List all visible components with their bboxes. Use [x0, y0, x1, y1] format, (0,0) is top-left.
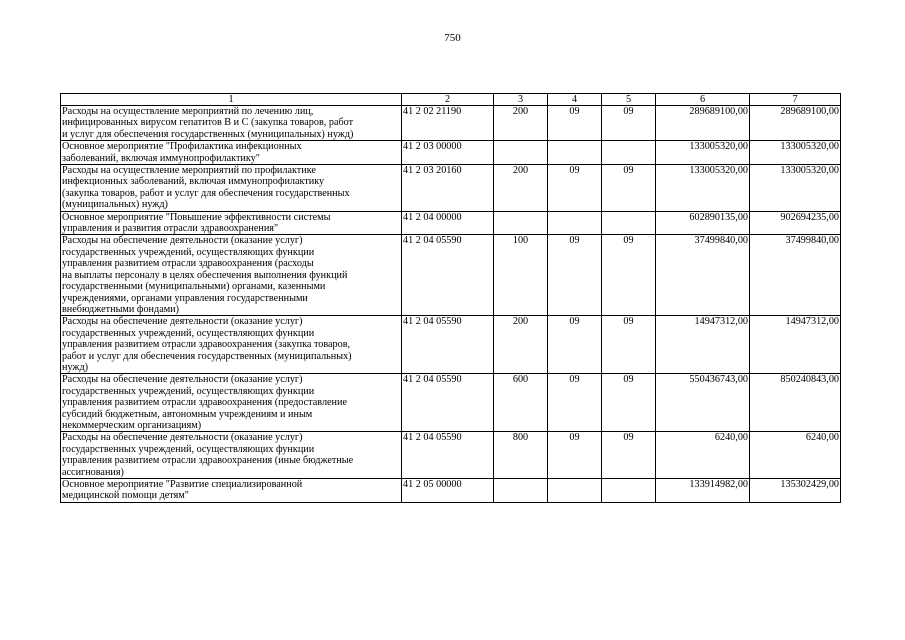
description-line: Основное мероприятие "Повышение эффективности системы	[62, 211, 331, 223]
page-number: 750	[444, 32, 461, 44]
section-code: 09	[548, 106, 602, 141]
description-line: ассигнования)	[62, 466, 124, 478]
column-header: 2	[402, 94, 494, 106]
expense-type-code	[494, 479, 548, 503]
row-description	[61, 141, 402, 165]
table-row	[61, 165, 841, 212]
column-header: 4	[548, 94, 602, 106]
subsection-code: 09	[602, 374, 656, 432]
table-row	[61, 479, 841, 503]
target-article-code: 41 2 04 05590	[402, 316, 494, 374]
description-line: Основное мероприятие "Профилактика инфекционных	[62, 141, 302, 153]
row-description	[61, 106, 402, 141]
target-article-code: 41 2 04 00000	[402, 211, 494, 235]
description-line: Основное мероприятие "Развитие специализированной	[62, 479, 303, 490]
amount-column-7: 37499840,00	[750, 235, 841, 316]
expense-type-code: 200	[494, 165, 548, 212]
row-description	[61, 374, 402, 432]
expense-type-code: 200	[494, 316, 548, 374]
description-line: Расходы на обеспечение деятельности (оказание услуг)	[62, 235, 303, 247]
description-line: государственных учреждений, осуществляющих функции	[62, 443, 315, 455]
description-line: управления развитием отрасли здравоохранения (расходы	[62, 258, 314, 270]
description-line: внебюджетными фондами)	[62, 303, 180, 315]
description-line: Расходы на обеспечение деятельности (оказание услуг)	[62, 374, 303, 386]
table-row	[61, 141, 841, 165]
amount-column-6: 14947312,00	[656, 316, 750, 374]
column-header: 3	[494, 94, 548, 106]
table-row	[61, 106, 841, 141]
subsection-code: 09	[602, 235, 656, 316]
section-code: 09	[548, 165, 602, 212]
description-line: на выплаты персоналу в целях обеспечения выполнения функций	[62, 269, 348, 281]
description-line: управления развитием отрасли здравоохранения (закупка товаров,	[62, 339, 351, 351]
description-line: и услуг для обеспечения государственных (муниципальных) нужд)	[62, 128, 354, 140]
row-description	[61, 316, 402, 374]
description-line: (закупка товаров, работ и услуг для обеспечения государственных	[62, 187, 350, 199]
amount-column-7: 6240,00	[750, 432, 841, 479]
expense-type-code: 200	[494, 106, 548, 141]
description-line: инфицированных вирусом гепатитов В и С (закупка товаров, работ	[62, 117, 354, 129]
table-body	[61, 106, 841, 503]
target-article-code: 41 2 04 05590	[402, 374, 494, 432]
column-header: 7	[750, 94, 841, 106]
description-line: заболеваний, включая иммунопрофилактику"	[62, 152, 260, 164]
description-line: Расходы на обеспечение деятельности (оказание услуг)	[62, 432, 303, 444]
section-code	[548, 479, 602, 503]
description-line: некоммерческим организациям)	[62, 419, 202, 431]
subsection-code	[602, 141, 656, 165]
row-description	[61, 235, 402, 316]
description-line: работ и услуг для обеспечения государственных (муниципальных)	[62, 350, 352, 362]
section-code: 09	[548, 316, 602, 374]
amount-column-7: 133005320,00	[750, 141, 841, 165]
description-line: государственными (муниципальными) органами, казенными	[62, 281, 326, 293]
amount-column-6: 133005320,00	[656, 165, 750, 212]
target-article-code: 41 2 03 00000	[402, 141, 494, 165]
description-line: учреждениями, органами управления государственными	[62, 292, 308, 304]
section-code	[548, 141, 602, 165]
amount-column-7: 902694235,00	[750, 211, 841, 235]
description-line: государственных учреждений, осуществляющих функции	[62, 385, 315, 397]
column-header: 1	[61, 94, 402, 106]
amount-column-6: 550436743,00	[656, 374, 750, 432]
section-code	[548, 211, 602, 235]
amount-column-6: 602890135,00	[656, 211, 750, 235]
subsection-code: 09	[602, 432, 656, 479]
amount-column-7: 133005320,00	[750, 165, 841, 212]
target-article-code: 41 2 04 05590	[402, 432, 494, 479]
expense-type-code	[494, 211, 548, 235]
description-line: государственных учреждений, осуществляющих функции	[62, 246, 315, 258]
amount-column-7: 289689100,00	[750, 106, 841, 141]
description-line: государственных учреждений, осуществляющих функции	[62, 327, 315, 339]
expense-type-code	[494, 141, 548, 165]
target-article-code: 41 2 04 05590	[402, 235, 494, 316]
description-line: Расходы на осуществление мероприятий по профилактике	[62, 165, 316, 177]
subsection-code: 09	[602, 106, 656, 141]
table-row	[61, 432, 841, 479]
column-header: 5	[602, 94, 656, 106]
row-description	[61, 479, 402, 503]
description-line: управления развитием отрасли здравоохранения (предоставление	[62, 397, 347, 409]
target-article-code: 41 2 02 21190	[402, 106, 494, 141]
description-line: инфекционных заболеваний, включая иммунопрофилактику	[62, 176, 325, 188]
target-article-code: 41 2 05 00000	[402, 479, 494, 503]
amount-column-6: 37499840,00	[656, 235, 750, 316]
section-code: 09	[548, 374, 602, 432]
table-row	[61, 235, 841, 316]
section-code: 09	[548, 235, 602, 316]
budget-table	[60, 93, 841, 503]
description-line: субсидий бюджетным, автономным учреждениям и иным	[62, 408, 313, 420]
column-header: 6	[656, 94, 750, 106]
description-line: управления и развития отрасли здравоохранения"	[62, 223, 279, 235]
description-line: (муниципальных) нужд)	[62, 199, 168, 211]
description-line: медицинской помощи детям"	[62, 490, 189, 502]
amount-column-7: 850240843,00	[750, 374, 841, 432]
subsection-code: 09	[602, 165, 656, 212]
description-line: управления развитием отрасли здравоохранения (иные бюджетные	[62, 455, 354, 467]
amount-column-7: 135302429,00	[750, 479, 841, 503]
description-line: Расходы на обеспечение деятельности (оказание услуг)	[62, 316, 303, 328]
row-description	[61, 432, 402, 479]
description-line: нужд)	[62, 361, 89, 373]
amount-column-6: 6240,00	[656, 432, 750, 479]
table-row	[61, 211, 841, 235]
subsection-code	[602, 479, 656, 503]
description-line: Расходы на осуществление мероприятий по лечению лиц,	[62, 106, 314, 117]
amount-column-6: 133914982,00	[656, 479, 750, 503]
expense-type-code: 100	[494, 235, 548, 316]
amount-column-6: 289689100,00	[656, 106, 750, 141]
row-description	[61, 165, 402, 212]
target-article-code: 41 2 03 20160	[402, 165, 494, 212]
amount-column-6: 133005320,00	[656, 141, 750, 165]
expense-type-code: 600	[494, 374, 548, 432]
table-row	[61, 374, 841, 432]
section-code: 09	[548, 432, 602, 479]
subsection-code: 09	[602, 316, 656, 374]
subsection-code	[602, 211, 656, 235]
table-row	[61, 316, 841, 374]
expense-type-code: 800	[494, 432, 548, 479]
table-header-row	[61, 94, 841, 106]
amount-column-7: 14947312,00	[750, 316, 841, 374]
row-description	[61, 211, 402, 235]
